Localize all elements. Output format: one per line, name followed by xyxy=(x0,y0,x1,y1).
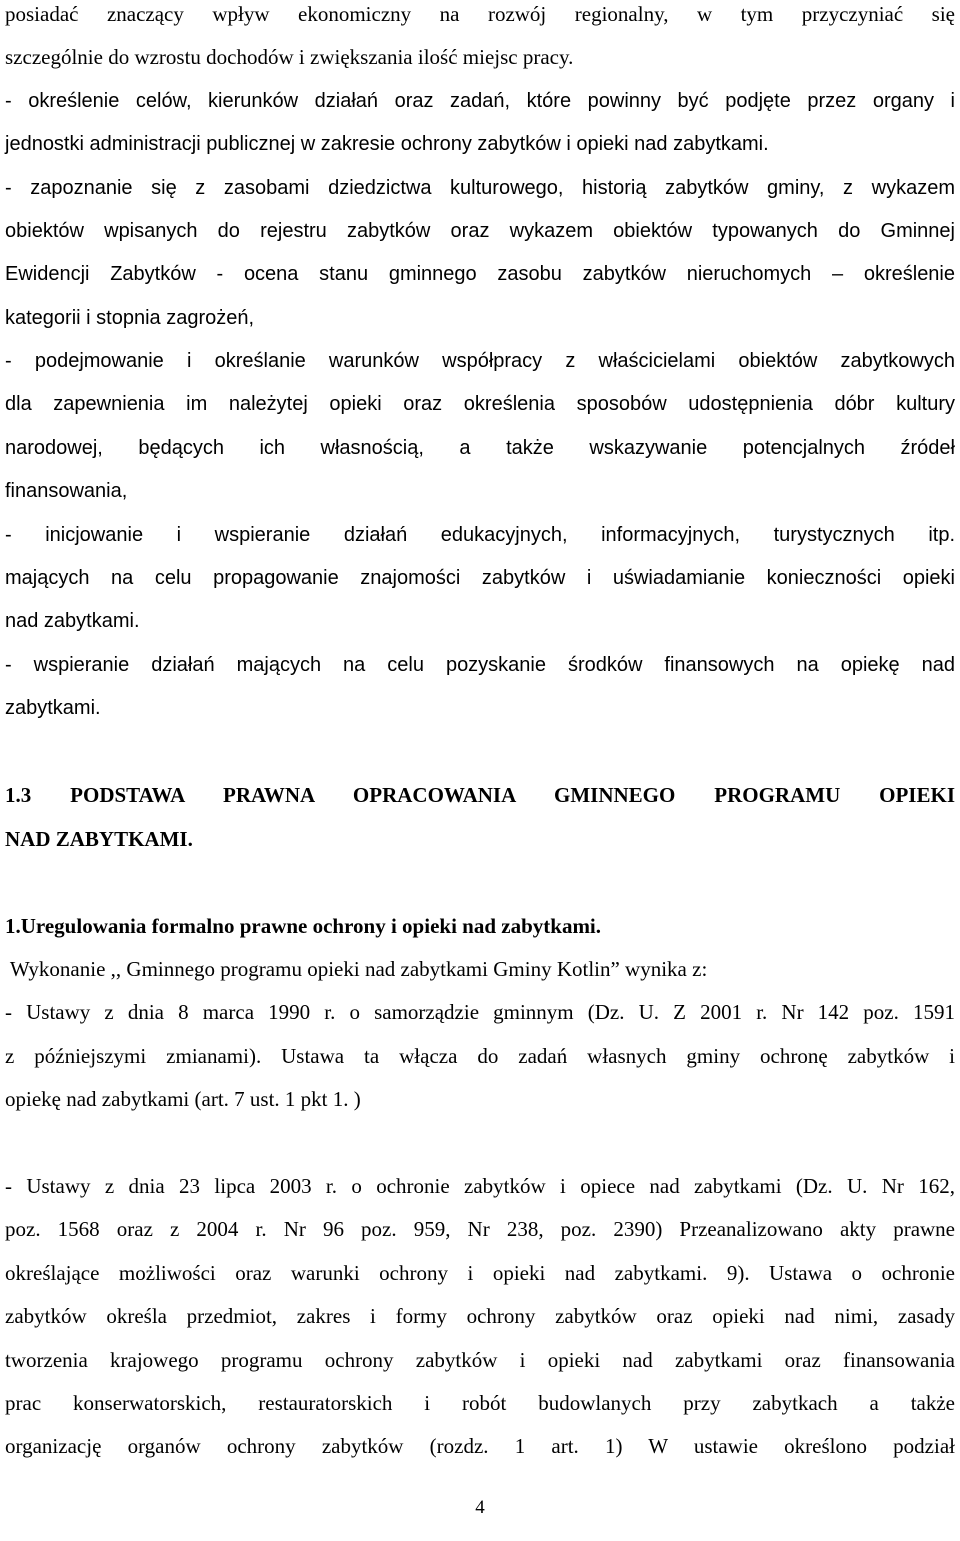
section-heading: 1.3 PODSTAWA PRAWNA OPRACOWANIA GMINNEGO PROGRAMU OPIEKI xyxy=(5,783,955,807)
text-line: tworzenia krajowego programu ochrony zabytków i opieki nad zabytkami oraz finansowania xyxy=(5,1348,955,1372)
text-line: kategorii i stopnia zagrożeń, xyxy=(5,307,255,329)
text-line: Ewidencji Zabytków - ocena stanu gminnego zasobu zabytków nieruchomych – określenie xyxy=(5,263,955,285)
text-line: mających na celu propagowanie znajomości zabytków i uświadamianie konieczności opieki xyxy=(5,567,955,589)
text-line: finansowania, xyxy=(5,480,128,502)
text-line: - zapoznanie się z zasobami dziedzictwa kulturowego, historią zabytków gminy, z wykazem xyxy=(5,177,955,199)
text-line: z późniejszymi zmianami). Ustawa ta włącza do zadań własnych gminy ochronę zabytków i xyxy=(5,1044,955,1068)
section-heading: NAD ZABYTKAMI. xyxy=(5,827,193,851)
text-line: jednostki administracji publicznej w zakresie ochrony zabytków i opieki nad zabytkami. xyxy=(5,133,769,155)
text-line: zabytkami. xyxy=(5,697,101,719)
text-line: - Ustawy z dnia 8 marca 1990 r. o samorządzie gminnym (Dz. U. Z 2001 r. Nr 142 poz. 1591 xyxy=(5,1000,955,1024)
text-line: zabytków określa przedmiot, zakres i formy ochrony zabytków oraz opieki nad nimi, zasady xyxy=(5,1304,955,1328)
text-line: nad zabytkami. xyxy=(5,610,140,632)
text-line: dla zapewnienia im należytej opieki oraz określenia sposobów udostępnienia dóbr kultury xyxy=(5,393,955,415)
text-line: organizację organów ochrony zabytków (rozdz. 1 art. 1) W ustawie określono podział xyxy=(5,1434,955,1458)
text-line: prac konserwatorskich, restauratorskich i robót budowlanych przy zabytkach a także xyxy=(5,1391,955,1415)
text-line: szczególnie do wzrostu dochodów i zwiększania ilość miejsc pracy. xyxy=(5,45,574,69)
text-line: określające możliwości oraz warunki ochrony i opieki nad zabytkami. 9). Ustawa o ochronie xyxy=(5,1261,955,1285)
text-line: poz. 1568 oraz z 2004 r. Nr 96 poz. 959, Nr 238, poz. 2390) Przeanalizowano akty prawne xyxy=(5,1217,955,1241)
text-line: - podejmowanie i określanie warunków współpracy z właścicielami obiektów zabytkowych xyxy=(5,350,955,372)
text-line: Wykonanie ,, Gminnego programu opieki nad zabytkami Gminy Kotlin” wynika z: xyxy=(5,957,708,981)
text-line: opiekę nad zabytkami (art. 7 ust. 1 pkt 1. ) xyxy=(5,1087,361,1111)
subsection-heading: 1.Uregulowania formalno prawne ochrony i opieki nad zabytkami. xyxy=(5,914,602,938)
page-number: 4 xyxy=(475,1497,485,1518)
text-line: - wspieranie działań mających na celu pozyskanie środków finansowych na opiekę nad xyxy=(5,654,955,676)
text-line: - inicjowanie i wspieranie działań edukacyjnych, informacyjnych, turystycznych itp. xyxy=(5,524,955,546)
text-line: obiektów wpisanych do rejestru zabytków oraz wykazem obiektów typowanych do Gminnej xyxy=(5,220,955,242)
text-line: - określenie celów, kierunków działań oraz zadań, które powinny być podjęte przez organy i xyxy=(5,90,955,112)
text-line: posiadać znaczący wpływ ekonomiczny na rozwój regionalny, w tym przyczyniać się xyxy=(5,2,955,26)
text-line: - Ustawy z dnia 23 lipca 2003 r. o ochronie zabytków i opiece nad zabytkami (Dz. U. Nr 162, xyxy=(5,1174,955,1198)
text-line: narodowej, będących ich własnością, a także wskazywanie potencjalnych źródeł xyxy=(5,437,955,459)
